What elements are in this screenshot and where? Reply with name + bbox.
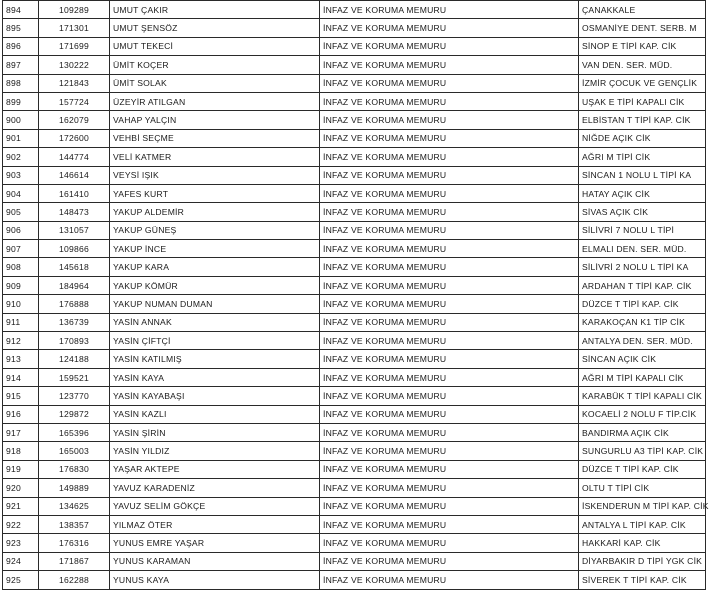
- full-name-cell: UMUT ŞENSÖZ: [110, 19, 320, 37]
- table-row: [3, 405, 706, 423]
- registry-number-cell: 146614: [39, 166, 110, 184]
- institution-cell: SİLİVRİ 2 NOLU L TİPİ KA: [579, 258, 706, 276]
- institution-cell: VAN DEN. SER. MÜD.: [579, 56, 706, 74]
- table-row: [3, 19, 706, 37]
- registry-number-cell: 138357: [39, 515, 110, 533]
- row-number-cell: 903: [3, 166, 39, 184]
- title-cell: İNFAZ VE KORUMA MEMURU: [320, 571, 579, 589]
- title-cell: İNFAZ VE KORUMA MEMURU: [320, 405, 579, 423]
- row-number-cell: 899: [3, 92, 39, 110]
- title-cell: İNFAZ VE KORUMA MEMURU: [320, 148, 579, 166]
- row-number-cell: 922: [3, 515, 39, 533]
- full-name-cell: UMUT TEKECİ: [110, 37, 320, 55]
- table-row: [3, 515, 706, 533]
- row-number-cell: 912: [3, 332, 39, 350]
- row-number-cell: 909: [3, 276, 39, 294]
- row-number-cell: 915: [3, 387, 39, 405]
- title-cell: İNFAZ VE KORUMA MEMURU: [320, 56, 579, 74]
- full-name-cell: YAŞAR AKTEPE: [110, 460, 320, 478]
- institution-cell: SİNOP E TİPİ KAP. CİK: [579, 37, 706, 55]
- registry-number-cell: 162079: [39, 111, 110, 129]
- table-row: [3, 166, 706, 184]
- row-number-cell: 904: [3, 184, 39, 202]
- table-row: [3, 56, 706, 74]
- institution-cell: SİNCAN AÇIK CİK: [579, 350, 706, 368]
- full-name-cell: YUNUS KARAMAN: [110, 552, 320, 570]
- full-name-cell: YAVUZ SELİM GÖKÇE: [110, 497, 320, 515]
- registry-number-cell: 131057: [39, 221, 110, 239]
- table-row: [3, 460, 706, 478]
- registry-number-cell: 144774: [39, 148, 110, 166]
- registry-number-cell: 124188: [39, 350, 110, 368]
- institution-cell: AĞRI M TİPİ KAPALI CİK: [579, 368, 706, 386]
- full-name-cell: ÜZEYİR ATILGAN: [110, 92, 320, 110]
- table-row: [3, 442, 706, 460]
- title-cell: İNFAZ VE KORUMA MEMURU: [320, 442, 579, 460]
- row-number-cell: 900: [3, 111, 39, 129]
- registry-number-cell: 130222: [39, 56, 110, 74]
- full-name-cell: YASİN KATILMIŞ: [110, 350, 320, 368]
- registry-number-cell: 176830: [39, 460, 110, 478]
- title-cell: İNFAZ VE KORUMA MEMURU: [320, 552, 579, 570]
- table-row: [3, 92, 706, 110]
- registry-number-cell: 161410: [39, 184, 110, 202]
- registry-number-cell: 129872: [39, 405, 110, 423]
- title-cell: İNFAZ VE KORUMA MEMURU: [320, 460, 579, 478]
- institution-cell: KARAKOÇAN K1 TİP CİK: [579, 313, 706, 331]
- institution-cell: NİĞDE AÇIK CİK: [579, 129, 706, 147]
- table-row: [3, 37, 706, 55]
- table-row: [3, 313, 706, 331]
- full-name-cell: YAFES KURT: [110, 184, 320, 202]
- institution-cell: BANDIRMA AÇIK CİK: [579, 423, 706, 441]
- row-number-cell: 898: [3, 74, 39, 92]
- row-number-cell: 916: [3, 405, 39, 423]
- title-cell: İNFAZ VE KORUMA MEMURU: [320, 313, 579, 331]
- title-cell: İNFAZ VE KORUMA MEMURU: [320, 240, 579, 258]
- institution-cell: SİVAS AÇIK CİK: [579, 203, 706, 221]
- row-number-cell: 906: [3, 221, 39, 239]
- row-number-cell: 917: [3, 423, 39, 441]
- full-name-cell: YASİN KAYABAŞI: [110, 387, 320, 405]
- registry-number-cell: 123770: [39, 387, 110, 405]
- institution-cell: HAKKARİ KAP. CİK: [579, 534, 706, 552]
- table-row: [3, 423, 706, 441]
- registry-number-cell: 145618: [39, 258, 110, 276]
- full-name-cell: YAKUP KÖMÜR: [110, 276, 320, 294]
- row-number-cell: 902: [3, 148, 39, 166]
- full-name-cell: YASİN KAZLI: [110, 405, 320, 423]
- row-number-cell: 911: [3, 313, 39, 331]
- institution-cell: SİVEREK T TİPİ KAP. CİK: [579, 571, 706, 589]
- table-row: [3, 571, 706, 589]
- full-name-cell: YAVUZ KARADENİZ: [110, 479, 320, 497]
- title-cell: İNFAZ VE KORUMA MEMURU: [320, 295, 579, 313]
- full-name-cell: YASİN YILDIZ: [110, 442, 320, 460]
- title-cell: İNFAZ VE KORUMA MEMURU: [320, 276, 579, 294]
- table-row: [3, 258, 706, 276]
- institution-cell: OSMANİYE DENT. SERB. M: [579, 19, 706, 37]
- registry-number-cell: 121843: [39, 74, 110, 92]
- row-number-cell: 905: [3, 203, 39, 221]
- title-cell: İNFAZ VE KORUMA MEMURU: [320, 184, 579, 202]
- registry-number-cell: 148473: [39, 203, 110, 221]
- table-row: [3, 552, 706, 570]
- table-row: [3, 203, 706, 221]
- title-cell: İNFAZ VE KORUMA MEMURU: [320, 368, 579, 386]
- table-row: [3, 276, 706, 294]
- registry-number-cell: 162288: [39, 571, 110, 589]
- institution-cell: ANTALYA L TİPİ KAP. CİK: [579, 515, 706, 533]
- institution-cell: SUNGURLU A3 TİPİ KAP. CİK: [579, 442, 706, 460]
- full-name-cell: YASİN ANNAK: [110, 313, 320, 331]
- full-name-cell: YILMAZ ÖTER: [110, 515, 320, 533]
- table-row: [3, 148, 706, 166]
- title-cell: İNFAZ VE KORUMA MEMURU: [320, 534, 579, 552]
- registry-number-cell: 136739: [39, 313, 110, 331]
- personnel-table: [2, 0, 709, 590]
- full-name-cell: VEHBİ SEÇME: [110, 129, 320, 147]
- title-cell: İNFAZ VE KORUMA MEMURU: [320, 19, 579, 37]
- row-number-cell: 923: [3, 534, 39, 552]
- registry-number-cell: 171867: [39, 552, 110, 570]
- full-name-cell: VAHAP YALÇIN: [110, 111, 320, 129]
- institution-cell: DÜZCE T TİPİ KAP. CİK: [579, 295, 706, 313]
- full-name-cell: YASİN ŞİRİN: [110, 423, 320, 441]
- title-cell: İNFAZ VE KORUMA MEMURU: [320, 258, 579, 276]
- registry-number-cell: 176316: [39, 534, 110, 552]
- institution-cell: UŞAK E TİPİ KAPALI CİK: [579, 92, 706, 110]
- row-number-cell: 913: [3, 350, 39, 368]
- full-name-cell: ÜMİT KOÇER: [110, 56, 320, 74]
- full-name-cell: YAKUP GÜNEŞ: [110, 221, 320, 239]
- row-number-cell: 919: [3, 460, 39, 478]
- institution-cell: AĞRI M TİPİ CİK: [579, 148, 706, 166]
- title-cell: İNFAZ VE KORUMA MEMURU: [320, 92, 579, 110]
- row-number-cell: 907: [3, 240, 39, 258]
- table-row: [3, 497, 706, 515]
- table-row: [3, 479, 706, 497]
- table-row: [3, 1, 706, 19]
- full-name-cell: YASİN ÇİFTÇİ: [110, 332, 320, 350]
- title-cell: İNFAZ VE KORUMA MEMURU: [320, 37, 579, 55]
- registry-number-cell: 171301: [39, 19, 110, 37]
- institution-cell: ANTALYA DEN. SER. MÜD.: [579, 332, 706, 350]
- full-name-cell: UMUT ÇAKIR: [110, 1, 320, 19]
- table-row: [3, 129, 706, 147]
- institution-cell: DÜZCE T TİPİ KAP. CİK: [579, 460, 706, 478]
- institution-cell: DİYARBAKIR D TİPİ YGK CİK: [579, 552, 706, 570]
- row-number-cell: 924: [3, 552, 39, 570]
- full-name-cell: YUNUS EMRE YAŞAR: [110, 534, 320, 552]
- title-cell: İNFAZ VE KORUMA MEMURU: [320, 111, 579, 129]
- row-number-cell: 908: [3, 258, 39, 276]
- table-row: [3, 111, 706, 129]
- row-number-cell: 918: [3, 442, 39, 460]
- registry-number-cell: 149889: [39, 479, 110, 497]
- table-row: [3, 295, 706, 313]
- title-cell: İNFAZ VE KORUMA MEMURU: [320, 74, 579, 92]
- row-number-cell: 895: [3, 19, 39, 37]
- full-name-cell: ÜMİT SOLAK: [110, 74, 320, 92]
- title-cell: İNFAZ VE KORUMA MEMURU: [320, 166, 579, 184]
- registry-number-cell: 157724: [39, 92, 110, 110]
- table-row: [3, 74, 706, 92]
- full-name-cell: YASİN KAYA: [110, 368, 320, 386]
- institution-cell: ARDAHAN T TİPİ KAP. CİK: [579, 276, 706, 294]
- registry-number-cell: 170893: [39, 332, 110, 350]
- personnel-table-body: [3, 1, 709, 590]
- table-row: [3, 368, 706, 386]
- title-cell: İNFAZ VE KORUMA MEMURU: [320, 221, 579, 239]
- registry-number-cell: 176888: [39, 295, 110, 313]
- institution-cell: İSKENDERUN M TİPİ KAP. CİK: [579, 497, 706, 515]
- registry-number-cell: 109289: [39, 1, 110, 19]
- full-name-cell: YAKUP NUMAN DUMAN: [110, 295, 320, 313]
- institution-cell: HATAY AÇIK CİK: [579, 184, 706, 202]
- title-cell: İNFAZ VE KORUMA MEMURU: [320, 129, 579, 147]
- title-cell: İNFAZ VE KORUMA MEMURU: [320, 423, 579, 441]
- institution-cell: ÇANAKKALE: [579, 1, 706, 19]
- institution-cell: SİLİVRİ 7 NOLU L TİPİ: [579, 221, 706, 239]
- row-number-cell: 896: [3, 37, 39, 55]
- row-number-cell: 920: [3, 479, 39, 497]
- registry-number-cell: 159521: [39, 368, 110, 386]
- title-cell: İNFAZ VE KORUMA MEMURU: [320, 497, 579, 515]
- registry-number-cell: 134625: [39, 497, 110, 515]
- row-number-cell: 921: [3, 497, 39, 515]
- table-row: [3, 350, 706, 368]
- table-row: [3, 240, 706, 258]
- registry-number-cell: 171699: [39, 37, 110, 55]
- full-name-cell: YAKUP KARA: [110, 258, 320, 276]
- title-cell: İNFAZ VE KORUMA MEMURU: [320, 479, 579, 497]
- table-row: [3, 221, 706, 239]
- institution-cell: ELMALI DEN. SER. MÜD.: [579, 240, 706, 258]
- row-number-cell: 901: [3, 129, 39, 147]
- table-row: [3, 534, 706, 552]
- full-name-cell: VEYSİ IŞIK: [110, 166, 320, 184]
- row-number-cell: 910: [3, 295, 39, 313]
- registry-number-cell: 109866: [39, 240, 110, 258]
- title-cell: İNFAZ VE KORUMA MEMURU: [320, 203, 579, 221]
- registry-number-cell: 172600: [39, 129, 110, 147]
- full-name-cell: YAKUP İNCE: [110, 240, 320, 258]
- row-number-cell: 925: [3, 571, 39, 589]
- institution-cell: İZMİR ÇOCUK VE GENÇLİK: [579, 74, 706, 92]
- registry-number-cell: 165396: [39, 423, 110, 441]
- table-row: [3, 332, 706, 350]
- row-number-cell: 914: [3, 368, 39, 386]
- title-cell: İNFAZ VE KORUMA MEMURU: [320, 350, 579, 368]
- registry-number-cell: 184964: [39, 276, 110, 294]
- full-name-cell: YAKUP ALDEMİR: [110, 203, 320, 221]
- institution-cell: KARABÜK T TİPİ KAPALI CİK: [579, 387, 706, 405]
- institution-cell: OLTU T TİPİ CİK: [579, 479, 706, 497]
- institution-cell: SİNCAN 1 NOLU L TİPİ KA: [579, 166, 706, 184]
- title-cell: İNFAZ VE KORUMA MEMURU: [320, 332, 579, 350]
- title-cell: İNFAZ VE KORUMA MEMURU: [320, 515, 579, 533]
- full-name-cell: VELİ KATMER: [110, 148, 320, 166]
- title-cell: İNFAZ VE KORUMA MEMURU: [320, 1, 579, 19]
- institution-cell: KOCAELİ 2 NOLU F TİP.CİK: [579, 405, 706, 423]
- registry-number-cell: 165003: [39, 442, 110, 460]
- title-cell: İNFAZ VE KORUMA MEMURU: [320, 387, 579, 405]
- institution-cell: ELBİSTAN T TİPİ KAP. CİK: [579, 111, 706, 129]
- row-number-cell: 897: [3, 56, 39, 74]
- full-name-cell: YUNUS KAYA: [110, 571, 320, 589]
- row-number-cell: 894: [3, 1, 39, 19]
- table-row: [3, 387, 706, 405]
- table-row: [3, 184, 706, 202]
